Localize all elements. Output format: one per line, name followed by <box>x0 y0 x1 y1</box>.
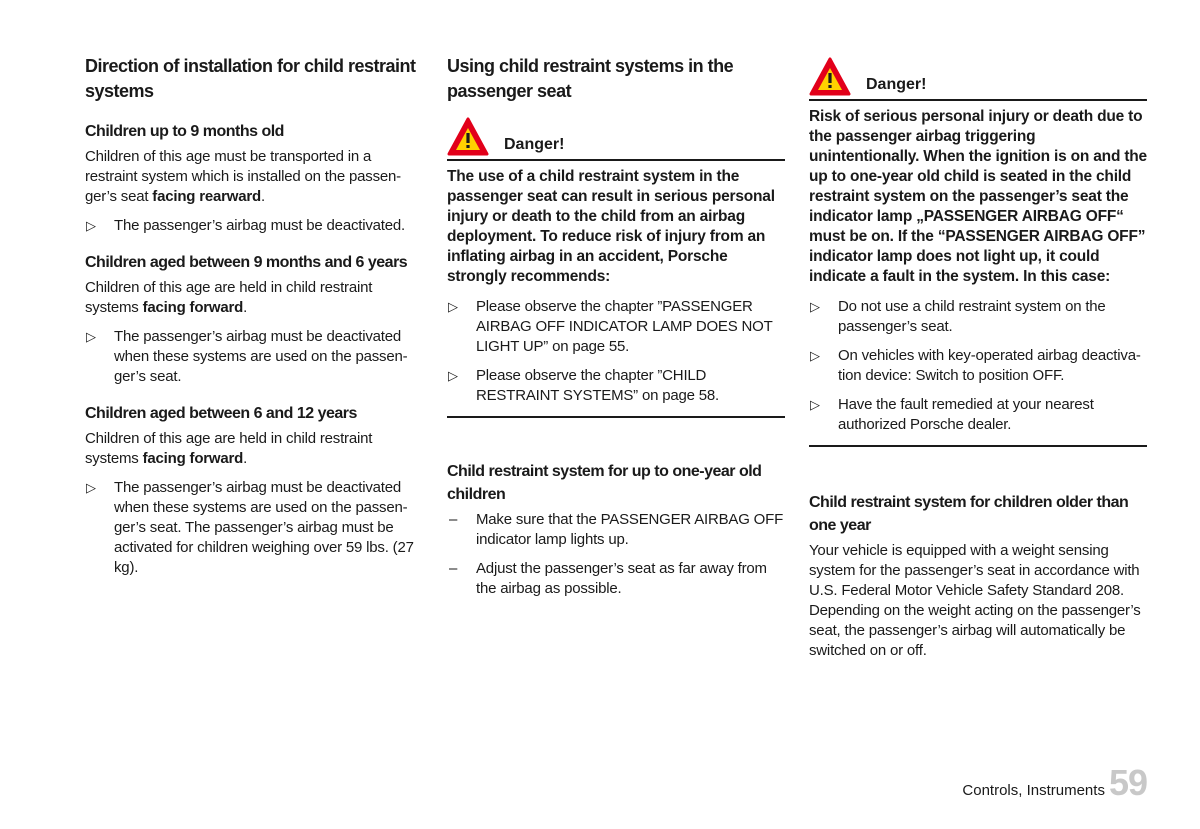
triangle-bullet-icon: ▷ <box>810 299 820 314</box>
paragraph: Children of this age are held in child restraint systems facing forward. <box>85 430 373 467</box>
danger-text: The use of a child restraint system in the passenger seat can result in serious personal injury or death to the child from an airbag deployment. To reduce risk of injury from an inflating airbag in an accident, Porsche strongly recommends: <box>447 168 775 285</box>
subheading: Child restraint system for up to one-year old children <box>447 463 762 503</box>
column-right <box>809 55 1147 670</box>
danger-box <box>809 55 1147 447</box>
section-title: Using child restraint systems in the passenger seat <box>447 56 734 101</box>
section-name: Controls, Instruments <box>962 782 1105 799</box>
list-item: – Make sure that the PASSENGER AIRBAG OFF indicator lamp lights up. <box>449 511 784 548</box>
list-item: ▷ On vehicles with key-operated airbag deactiva-tion device: Switch to position OFF. <box>810 347 1141 384</box>
dash-bullet: – <box>449 511 458 528</box>
paragraph: Children of this age must be transported in a restraint system which is installed on the passen-ger’s seat facing rearward. <box>85 148 401 205</box>
triangle-bullet-icon: ▷ <box>86 329 96 344</box>
subheading: Children aged between 6 and 12 years <box>85 405 357 422</box>
list-item: ▷ Please observe the chapter ”PASSENGER AIRBAG OFF INDICATOR LAMP DOES NOT LIGHT UP” on page 55. <box>448 298 773 355</box>
subheading: Children aged between 9 months and 6 years <box>85 254 408 271</box>
danger-text: Risk of serious personal injury or death due to the passenger airbag triggering unintentionally. When the ignition is on and the up to one-year old child is seated in the child restraint system on the passenger’s seat the indicator lamp „PASSENGER AIRBAG OFF“ must be on. If the “PASSENGER AIRBAG OFF” indicator lamp does not light up, it could indicate a fault in the system. In this case: <box>809 108 1147 285</box>
danger-label: Danger! <box>866 76 927 93</box>
page-footer <box>962 762 1147 804</box>
triangle-bullet-icon: ▷ <box>810 397 820 412</box>
danger-box <box>447 115 785 418</box>
triangle-bullet-icon: ▷ <box>448 368 458 383</box>
danger-label: Danger! <box>504 136 565 153</box>
warning-triangle-icon <box>809 57 851 97</box>
list-item: ▷ The passenger’s airbag must be deactivated when these systems are used on the passen-ger’s seat. <box>86 328 408 385</box>
column-left <box>85 54 417 587</box>
list-item: ▷ The passenger’s airbag must be deactivated. <box>86 217 406 234</box>
column-middle <box>447 54 785 608</box>
paragraph: Your vehicle is equipped with a weight sensing system for the passenger’s seat in accordance with U.S. Federal Motor Vehicle Safety Standard 208. Depending on the weight acting on the passenger’s seat, the passenger’s airbag will automatically be switched on or off. <box>809 542 1141 659</box>
section-title: Direction of installation for child restraint systems <box>85 56 416 101</box>
subheading: Child restraint system for children older than one year <box>809 494 1129 534</box>
triangle-bullet-icon: ▷ <box>448 299 458 314</box>
dash-bullet: – <box>449 560 458 577</box>
subheading: Children up to 9 months old <box>85 123 284 140</box>
triangle-bullet-icon: ▷ <box>86 480 96 495</box>
danger-header <box>447 115 785 161</box>
list-item: ▷ The passenger’s airbag must be deactivated when these systems are used on the passen-ger’s seat. The passenger’s airbag must be activated for children weighing over 59 lbs. (27 kg). <box>86 479 414 576</box>
list-item: – Adjust the passenger’s seat as far away from the airbag as possible. <box>449 560 767 597</box>
list-item: ▷ Have the fault remedied at your nearest authorized Porsche dealer. <box>810 396 1094 433</box>
list-item: ▷ Do not use a child restraint system on the passenger’s seat. <box>810 298 1106 335</box>
warning-triangle-icon <box>447 117 489 157</box>
paragraph: Children of this age are held in child restraint systems facing forward. <box>85 279 373 316</box>
list-item: ▷ Please observe the chapter ”CHILD RESTRAINT SYSTEMS” on page 58. <box>448 367 719 404</box>
triangle-bullet-icon: ▷ <box>810 348 820 363</box>
triangle-bullet-icon: ▷ <box>86 218 96 233</box>
page-number: 59 <box>1108 762 1147 803</box>
danger-header <box>809 55 1147 101</box>
